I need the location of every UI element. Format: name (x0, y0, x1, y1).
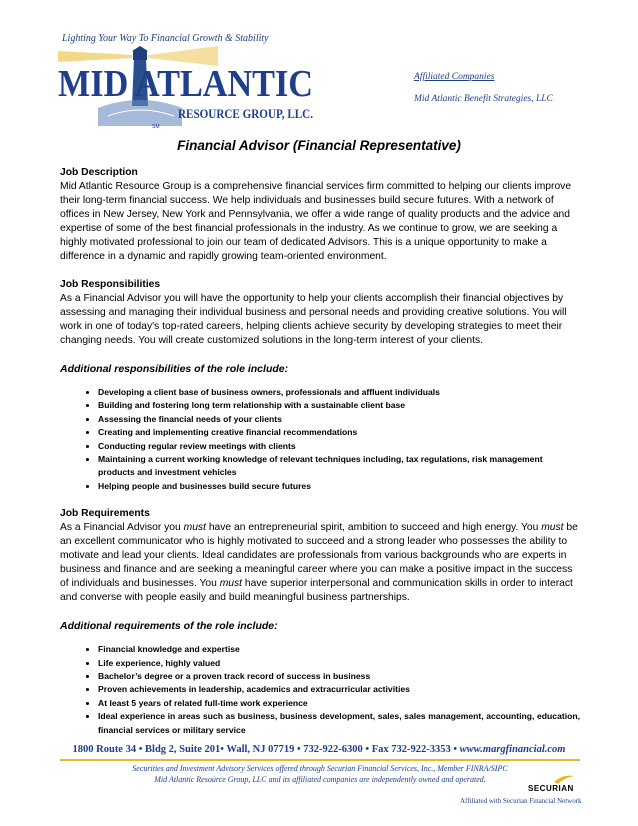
disclosure-line-2: Mid Atlantic Resource Group, LLC and its affiliated companies are independently owned and operated. (154, 775, 486, 784)
affiliated-companies-link[interactable]: Affiliated Companies (414, 72, 495, 82)
additional-responsibilities-heading: Additional responsibilities of the role include: (60, 363, 289, 375)
affiliated-links (414, 72, 553, 104)
list-item: • At least 5 years of related full-time work experience (98, 697, 580, 710)
logo-main-text: MID ATLANTIC (58, 63, 313, 105)
list-item: • Creating and implementing creative financial recommendations (98, 426, 580, 439)
job-responsibilities-heading: Job Responsibilities (60, 279, 161, 290)
job-description-body: Mid Atlantic Resource Group is a comprehensive financial services firm committed to helping our clients improve their long-term financial success. We help individuals and businesses build secure futures. With a network of offices in New Jersey, New York and Pennsylvania, we offer a wide range of quality products and the advice and expertise of some of the best financial professionals in the industry. As we continue to grow, we are seeking a highly motivated professional to join our team of dedicated Advisors. This is a unique opportunity to make a difference in a dynamic and rapidly growing team-oriented environment. (60, 181, 572, 262)
list-item: • Bachelor’s degree or a proven track record of success in business (98, 670, 580, 683)
list-item: • Conducting regular review meetings with clients (98, 440, 580, 453)
list-item: • Assessing the financial needs of your clients (98, 413, 580, 426)
list-item: • Maintaining a current working knowledge of relevant techniques including, tax regulations, risk management products and investment vehicles (98, 453, 580, 480)
requirements-list (60, 643, 580, 737)
list-item: • Ideal experience in areas such as business, business development, sales, sales management, accounting, education, financial services or military service (98, 710, 580, 737)
job-requirements-body: As a Financial Advisor you must have an entrepreneurial spirit, ambition to succeed and high energy. You must be an excellent communicator who is highly motivated to succeed and a strong leader who possesses the ability to motivate and lead your clients. Ideal candidates are professionals from various backgrounds who are experts in business and finance and are seeking a meaningful career where you can make a positive impact in the success of individuals and businesses. You must have superior interpersonal and communication skills in order to interact and converse with people easily and build meaningful business partnerships. (60, 522, 578, 604)
job-requirements-heading: Job Requirements (60, 508, 150, 520)
job-description-heading: Job Description (60, 167, 138, 178)
content (60, 166, 580, 737)
logo-sm-mark: SM (152, 124, 160, 130)
website-link[interactable]: www.margfinancial.com (459, 744, 566, 755)
list-item: • Life experience, highly valued (98, 657, 580, 670)
additional-requirements-heading: Additional requirements of the role include: (60, 620, 278, 633)
securian-affiliation: Affiliated with Securian Financial Network (460, 797, 582, 805)
tagline: Lighting Your Way To Financial Growth & Stability (62, 33, 269, 44)
footer-address: 1800 Route 34 • Bldg 2, Suite 201• Wall, NJ 07719 • 732-922-6300 • Fax 732-922-3353 • www.margfinancial.com (72, 744, 566, 755)
logo-sub-text: RESOURCE GROUP, LLC. (178, 106, 313, 121)
responsibilities-list (60, 386, 580, 493)
list-item: • Proven achievements in leadership, academics and extracurricular activities (98, 683, 580, 696)
list-item: • Helping people and businesses build secure futures (98, 480, 580, 493)
list-item: • Building and fostering long term relationship with a sustainable client base (98, 399, 580, 412)
job-responsibilities-body: As a Financial Advisor you will have the opportunity to help your clients accomplish their financial objectives by assessing and managing their individual business and personal needs and providing creative solutions. You will work in one of today's top-rated careers, helping clients achieve security by developing strategies to meet their changing needs. You will create customized solutions in the long-term interest of your clients. (60, 293, 567, 346)
disclosure-line-1: Securities and Investment Advisory Services offered through Securian Financial Services, Inc., Member FINRA/SIPC (132, 764, 508, 773)
footer-divider (60, 759, 580, 761)
list-item: • Developing a client base of business owners, professionals and affluent individuals (98, 386, 580, 399)
list-item: • Financial knowledge and expertise (98, 643, 580, 656)
securian-name: SECURIAN (528, 784, 574, 793)
page-title: Financial Advisor (Financial Representative) (177, 138, 461, 153)
company-logo (58, 46, 318, 130)
footer-disclosure (100, 763, 540, 785)
sister-company: Mid Atlantic Benefit Strategies, LLC (414, 94, 553, 104)
